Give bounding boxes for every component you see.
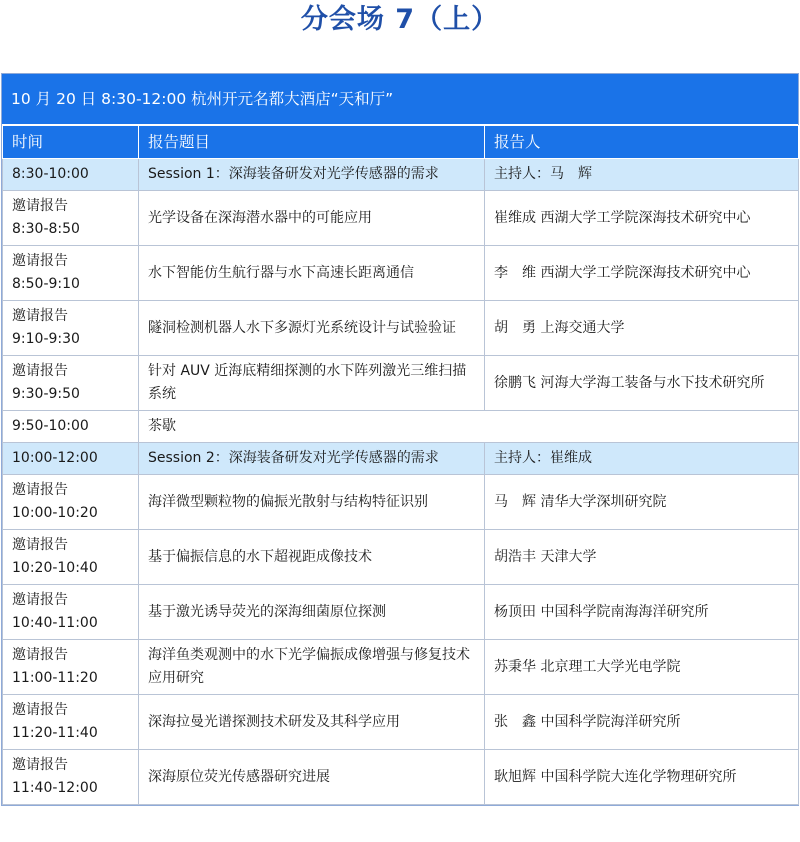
- talk-label: 邀请报告: [12, 482, 68, 498]
- date-venue-banner: 10 月 20 日 8:30-12:00 杭州开元名都大酒店“天和厅”: [2, 74, 798, 125]
- session-host: 主持人：马 辉: [485, 159, 799, 191]
- talk-row: [3, 750, 799, 805]
- talk-topic: 基于激光诱导荧光的深海细菌原位探测: [139, 585, 485, 640]
- talk-topic: 深海拉曼光谱探测技术研发及其科学应用: [139, 695, 485, 750]
- header-topic: 报告题目: [139, 126, 485, 159]
- talk-time: [3, 640, 139, 695]
- speaker-org: 中国科学院海洋研究所: [540, 713, 681, 730]
- session-topic: Session 1：深海装备研发对光学传感器的需求: [139, 159, 485, 191]
- talk-speaker: [485, 301, 799, 356]
- talk-slot: 10:00-10:20: [12, 505, 98, 521]
- talk-time: [3, 246, 139, 301]
- header-speaker: 报告人: [485, 126, 799, 159]
- speaker-org: 西湖大学工学院深海技术研究中心: [540, 264, 751, 281]
- talk-speaker: [485, 750, 799, 805]
- talk-time: [3, 191, 139, 246]
- talk-label: 邀请报告: [12, 702, 68, 718]
- talk-slot: 9:30-9:50: [12, 386, 80, 402]
- speaker-org: 天津大学: [540, 548, 597, 565]
- talk-speaker: [485, 695, 799, 750]
- talk-slot: 11:40-12:00: [12, 780, 98, 796]
- speaker-name: 徐鹏飞: [494, 374, 536, 391]
- talk-row: [3, 585, 799, 640]
- session-time: 8:30-10:00: [3, 159, 139, 191]
- talk-label: 邀请报告: [12, 308, 68, 324]
- talk-topic: 基于偏振信息的水下超视距成像技术: [139, 530, 485, 585]
- schedule-grid: [2, 125, 799, 805]
- talk-speaker: [485, 191, 799, 246]
- speaker-name: 杨顶田: [494, 603, 536, 620]
- speaker-org: 清华大学深圳研究院: [540, 493, 667, 510]
- talk-topic: 针对 AUV 近海底精细探测的水下阵列激光三维扫描系统: [139, 356, 485, 411]
- talk-topic: 深海原位荧光传感器研究进展: [139, 750, 485, 805]
- speaker-name: 耿旭辉: [494, 768, 536, 785]
- break-time: 9:50-10:00: [3, 411, 139, 443]
- talk-label: 邀请报告: [12, 757, 68, 773]
- talk-topic: 光学设备在深海潜水器中的可能应用: [139, 191, 485, 246]
- schedule-table: [1, 73, 799, 806]
- talk-slot: 11:20-11:40: [12, 725, 98, 741]
- talk-label: 邀请报告: [12, 592, 68, 608]
- talk-label: 邀请报告: [12, 253, 68, 269]
- talk-time: [3, 530, 139, 585]
- talk-speaker: [485, 585, 799, 640]
- speaker-name: 马 辉: [494, 493, 536, 510]
- talk-row: [3, 301, 799, 356]
- talk-label: 邀请报告: [12, 537, 68, 553]
- talk-slot: 8:50-9:10: [12, 276, 80, 292]
- speaker-name: 胡浩丰: [494, 548, 536, 565]
- talk-slot: 10:20-10:40: [12, 560, 98, 576]
- talk-row: [3, 356, 799, 411]
- speaker-org: 中国科学院大连化学物理研究所: [540, 768, 737, 785]
- talk-topic: 海洋鱼类观测中的水下光学偏振成像增强与修复技术应用研究: [139, 640, 485, 695]
- speaker-name: 崔维成: [494, 209, 536, 226]
- talk-speaker: [485, 640, 799, 695]
- talk-topic: 隧洞检测机器人水下多源灯光系统设计与试验验证: [139, 301, 485, 356]
- talk-slot: 8:30-8:50: [12, 221, 80, 237]
- header-time: 时间: [3, 126, 139, 159]
- talk-row: [3, 191, 799, 246]
- session-time: 10:00-12:00: [3, 443, 139, 475]
- talk-row: [3, 246, 799, 301]
- session-row: [3, 443, 799, 475]
- speaker-name: 张 鑫: [494, 713, 536, 730]
- page-title: 分会场 7（上）: [300, 4, 500, 35]
- talk-time: [3, 356, 139, 411]
- talk-row: [3, 530, 799, 585]
- talk-speaker: [485, 356, 799, 411]
- speaker-org: 北京理工大学光电学院: [540, 658, 681, 675]
- talk-slot: 9:10-9:30: [12, 331, 80, 347]
- talk-time: [3, 475, 139, 530]
- header-row: [3, 126, 799, 159]
- talk-row: [3, 475, 799, 530]
- speaker-org: 中国科学院南海海洋研究所: [540, 603, 709, 620]
- talk-time: [3, 695, 139, 750]
- talk-slot: 11:00-11:20: [12, 670, 98, 686]
- speaker-name: 李 维: [494, 264, 536, 281]
- break-row: [3, 411, 799, 443]
- talk-topic: 水下智能仿生航行器与水下高速长距离通信: [139, 246, 485, 301]
- session-topic: Session 2：深海装备研发对光学传感器的需求: [139, 443, 485, 475]
- talk-label: 邀请报告: [12, 363, 68, 379]
- talk-label: 邀请报告: [12, 647, 68, 663]
- talk-row: [3, 695, 799, 750]
- talk-label: 邀请报告: [12, 198, 68, 214]
- session-host: 主持人：崔维成: [485, 443, 799, 475]
- speaker-org: 西湖大学工学院深海技术研究中心: [540, 209, 751, 226]
- speaker-name: 苏秉华: [494, 658, 536, 675]
- speaker-name: 胡 勇: [494, 319, 536, 336]
- talk-topic: 海洋微型颗粒物的偏振光散射与结构特征识别: [139, 475, 485, 530]
- talk-speaker: [485, 475, 799, 530]
- talk-speaker: [485, 246, 799, 301]
- talk-slot: 10:40-11:00: [12, 615, 98, 631]
- break-label: 茶歇: [139, 411, 799, 443]
- talk-time: [3, 585, 139, 640]
- session-row: [3, 159, 799, 191]
- talk-time: [3, 301, 139, 356]
- speaker-org: 河海大学海工装备与水下技术研究所: [540, 374, 765, 391]
- talk-row: [3, 640, 799, 695]
- talk-speaker: [485, 530, 799, 585]
- speaker-org: 上海交通大学: [540, 319, 625, 336]
- talk-time: [3, 750, 139, 805]
